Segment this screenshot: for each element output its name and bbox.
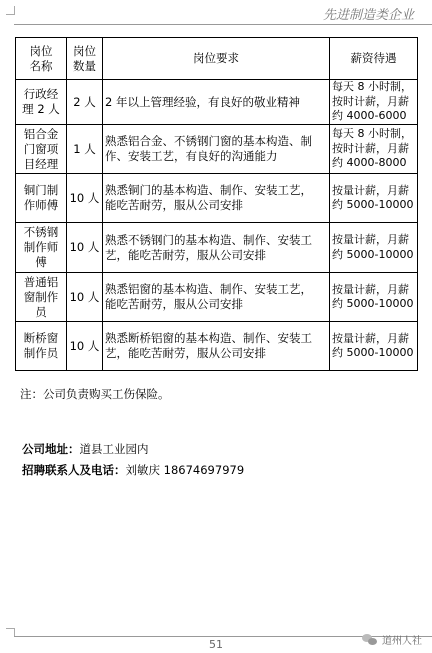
salary-cell: 每天 8 小时制， 按时计薪，月薪 约 4000-8000 [330,125,418,174]
table-header-row [16,38,418,80]
watermark-text: 道州人社 [382,636,422,647]
salary-cell: 按量计薪，月薪 约 5000-10000 [330,322,418,371]
wechat-icon [362,633,378,647]
table-row [16,174,418,223]
count-cell: 2 人 [67,80,103,125]
requirements-cell: 熟悉不锈钢门的基本构造、制作、安装工 艺，能吃苦耐劳，服从公司安排 [103,223,330,273]
address-value: 道县工业园内 [79,442,149,456]
table-row [16,223,418,273]
count-cell: 1 人 [67,125,103,174]
salary-cell: 每天 8 小时制， 按时计薪，月薪 约 4000-6000 [330,80,418,125]
position-cell: 断桥窗 制作员 [16,322,67,371]
requirements-cell: 2 年以上管理经验，有良好的敬业精神 [103,80,330,125]
corner-mark-top [6,6,15,15]
count-cell: 10 人 [67,273,103,322]
count-cell: 10 人 [67,322,103,371]
requirements-cell: 熟悉断桥铝窗的基本构造、制作、安装工 艺，能吃苦耐劳，服从公司安排 [103,322,330,371]
requirements-cell: 熟悉铜门的基本构造、制作、安装工艺， 能吃苦耐劳，服从公司安排 [103,174,330,223]
requirements-cell: 熟悉铝合金、不锈钢门窗的基本构造、制 作、安装工艺，有良好的沟通能力 [103,125,330,174]
watermark [362,632,422,647]
col-header-position: 岗位 名称 [16,38,67,80]
table-row [16,273,418,322]
address-label: 公司地址： [22,442,80,456]
position-cell: 普通铝 窗制作 员 [16,273,67,322]
position-cell: 不锈钢 制作师 傅 [16,223,67,273]
page-number: 51 [209,638,223,651]
header-rule [14,24,432,25]
table-row [16,80,418,125]
salary-cell: 按量计薪，月薪 约 5000-10000 [330,223,418,273]
position-cell: 铝合金 门窗项 目经理 [16,125,67,174]
position-cell: 行政经 理 2 人 [16,80,67,125]
salary-cell: 按量计薪，月薪 约 5000-10000 [330,273,418,322]
count-cell: 10 人 [67,223,103,273]
position-cell: 铜门制 作师傅 [16,174,67,223]
count-cell: 10 人 [67,174,103,223]
requirements-cell: 熟悉铝窗的基本构造、制作、安装工艺， 能吃苦耐劳，服从公司安排 [103,273,330,322]
company-address [22,441,149,457]
table-row [16,322,418,371]
table-row [16,125,418,174]
col-header-salary: 薪资待遇 [330,38,418,80]
insurance-note: 注：公司负责购买工伤保险。 [20,387,170,401]
col-header-count: 岗位 数量 [67,38,103,80]
page-header: 先进制造类企业 [322,8,414,23]
recruiter-contact [22,462,244,478]
job-table [15,37,418,371]
salary-cell: 按量计薪，月薪 约 5000-10000 [330,174,418,223]
col-header-requirements: 岗位要求 [103,38,330,80]
contact-label: 招聘联系人及电话： [22,463,126,477]
contact-value: 刘敏庆 18674697979 [125,463,245,477]
